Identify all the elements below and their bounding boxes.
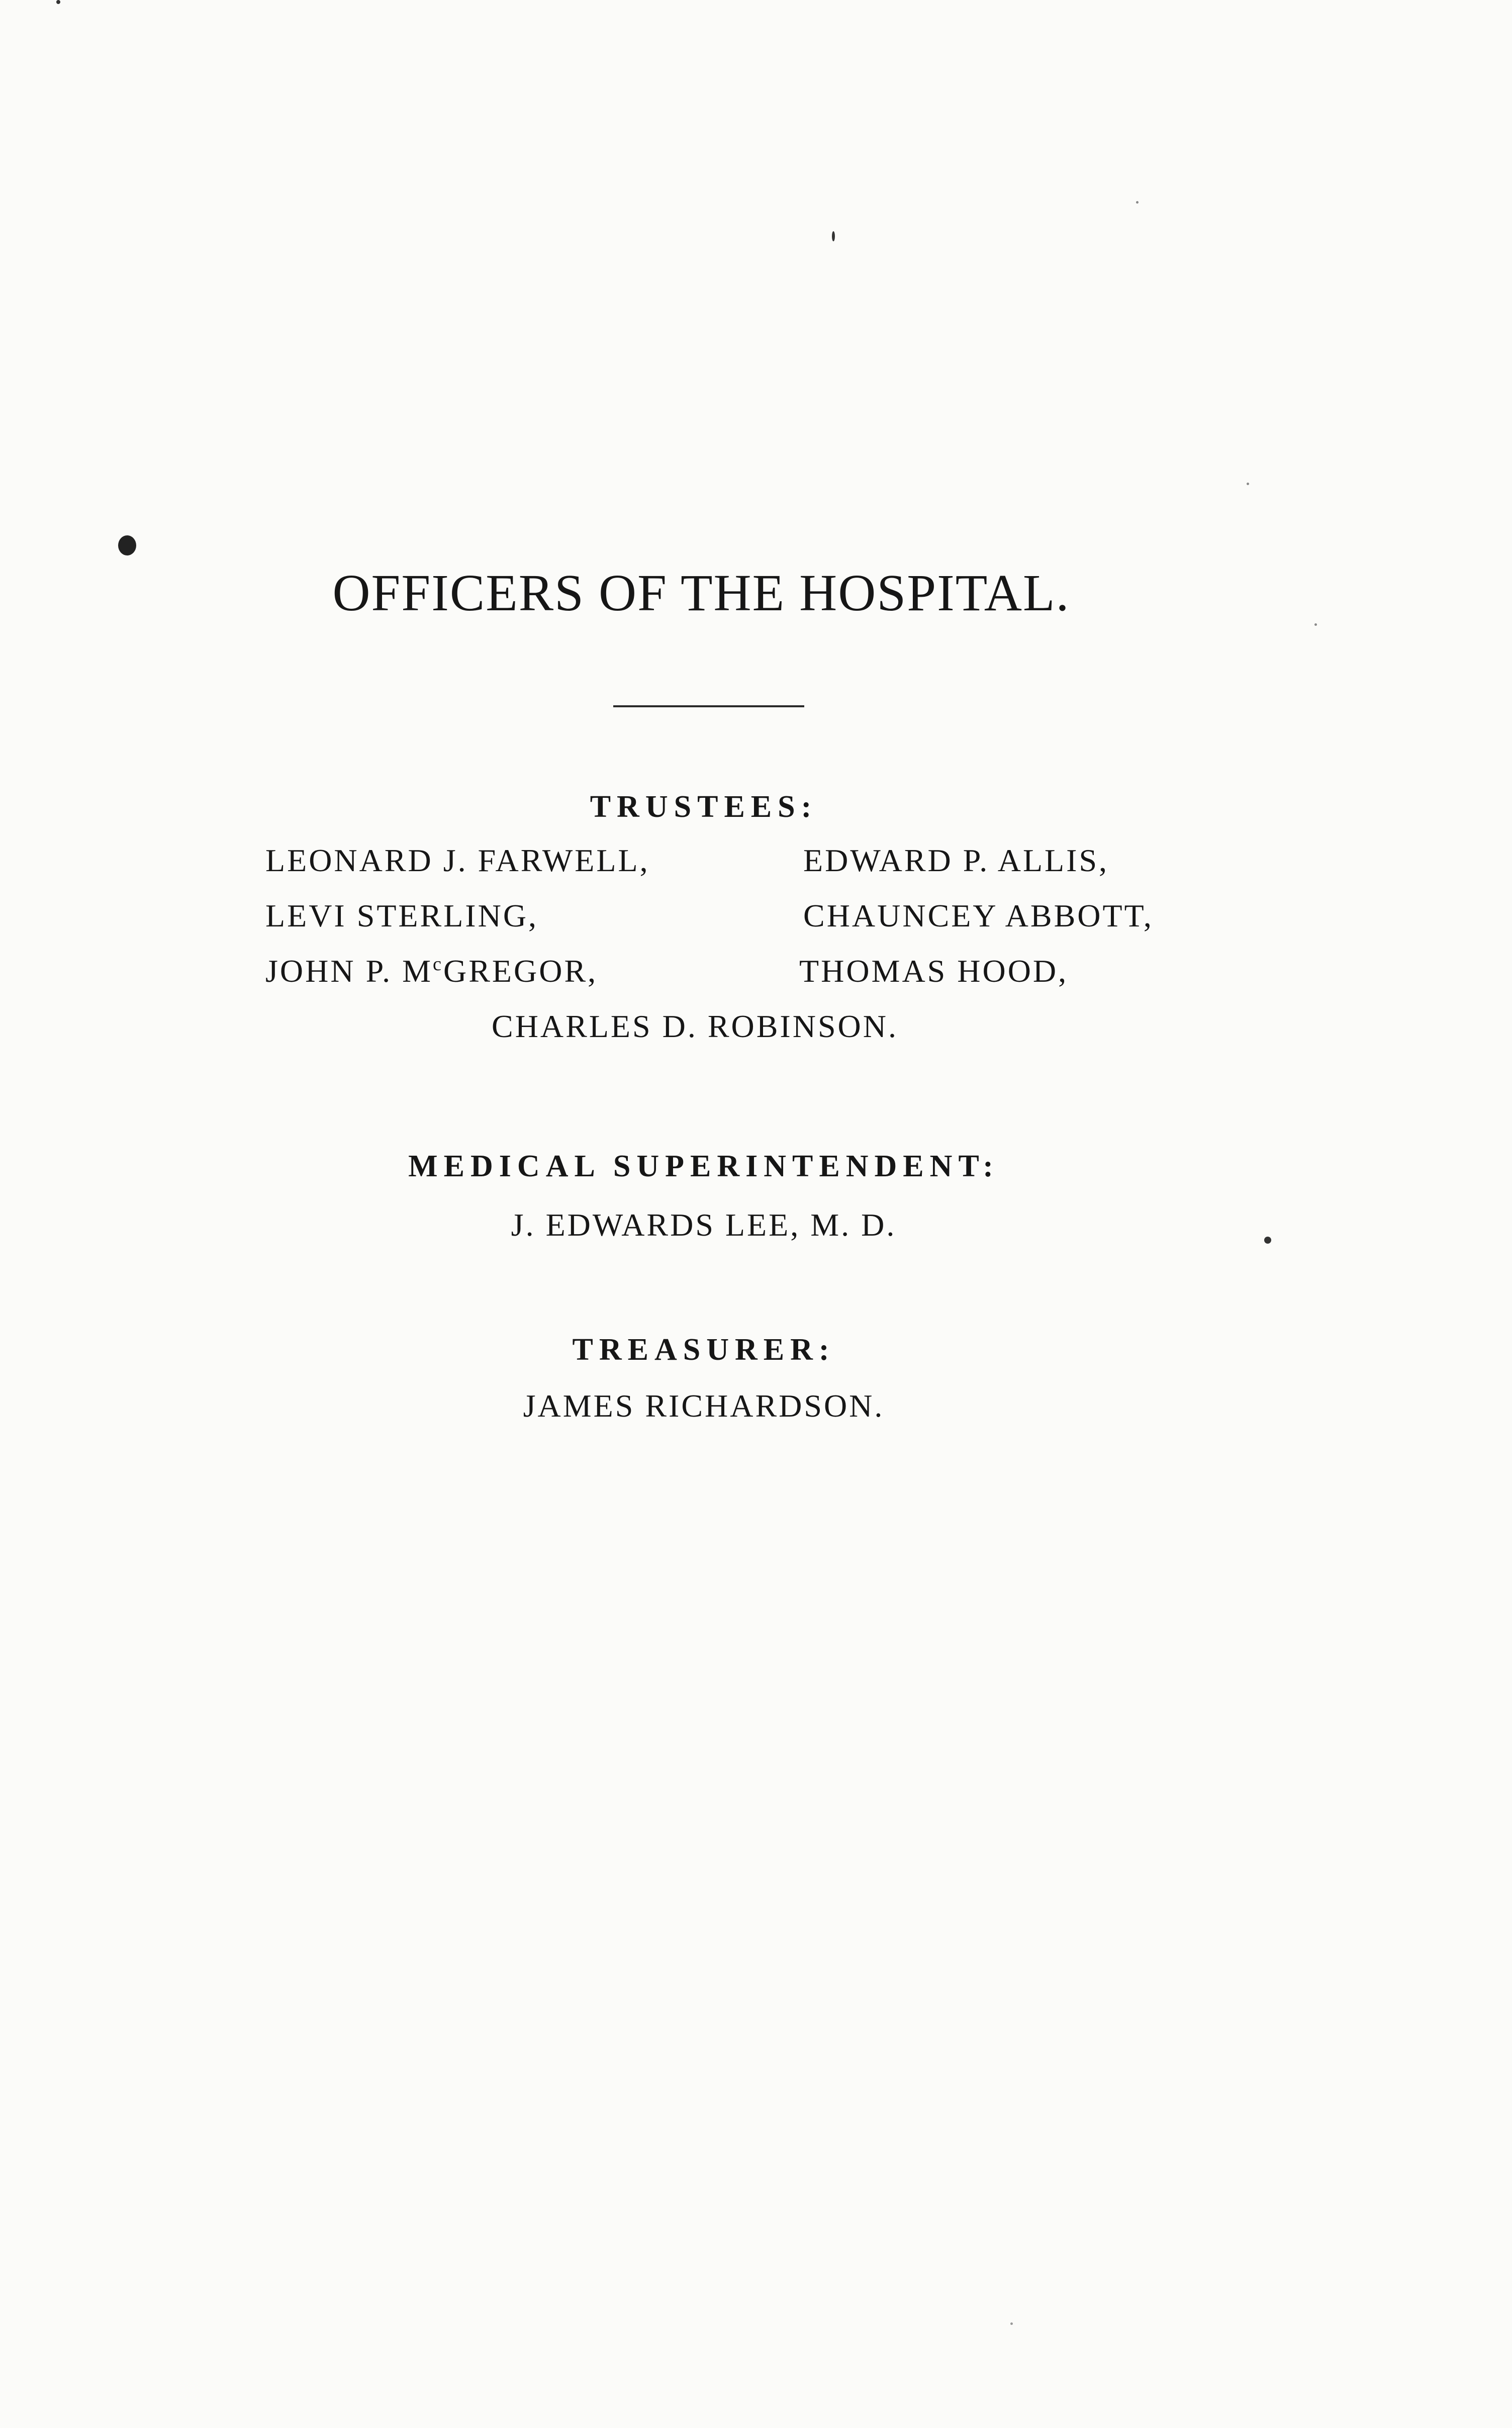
ink-speck [1010, 2322, 1013, 2325]
title-rule [613, 705, 804, 707]
ink-speck [1136, 201, 1139, 204]
ink-blot [118, 535, 136, 555]
ink-speck [1264, 1237, 1271, 1244]
ink-speck [1247, 483, 1249, 485]
treasurer-heading: TREASURER: [572, 1333, 835, 1367]
trustee-name: LEVI STERLING, [265, 898, 539, 933]
ink-speck [56, 0, 60, 4]
medical-superintendent-heading: MEDICAL SUPERINTENDENT: [408, 1149, 999, 1183]
trustee-name: EDWARD P. ALLIS, [803, 843, 1109, 878]
medical-superintendent-name: J. EDWARDS LEE, M. D. [511, 1207, 897, 1243]
trustee-name: LEONARD J. FARWELL, [265, 843, 650, 878]
trustee-name-prefix: JOHN P. M [265, 953, 433, 989]
trustee-name-superscript: c [432, 953, 444, 975]
trustee-name: CHARLES D. ROBINSON. [492, 1008, 898, 1044]
ink-speck [1314, 623, 1317, 626]
treasurer-name: JAMES RICHARDSON. [523, 1388, 885, 1424]
trustee-name: THOMAS HOOD, [799, 953, 1069, 989]
trustee-name-suffix: GREGOR, [443, 953, 598, 989]
page-title: OFFICERS OF THE HOSPITAL. [332, 564, 1070, 622]
ink-speck [832, 231, 835, 241]
trustee-name: CHAUNCEY ABBOTT, [803, 898, 1154, 933]
trustees-heading: TRUSTEES: [590, 790, 818, 824]
trustee-name [265, 953, 598, 990]
